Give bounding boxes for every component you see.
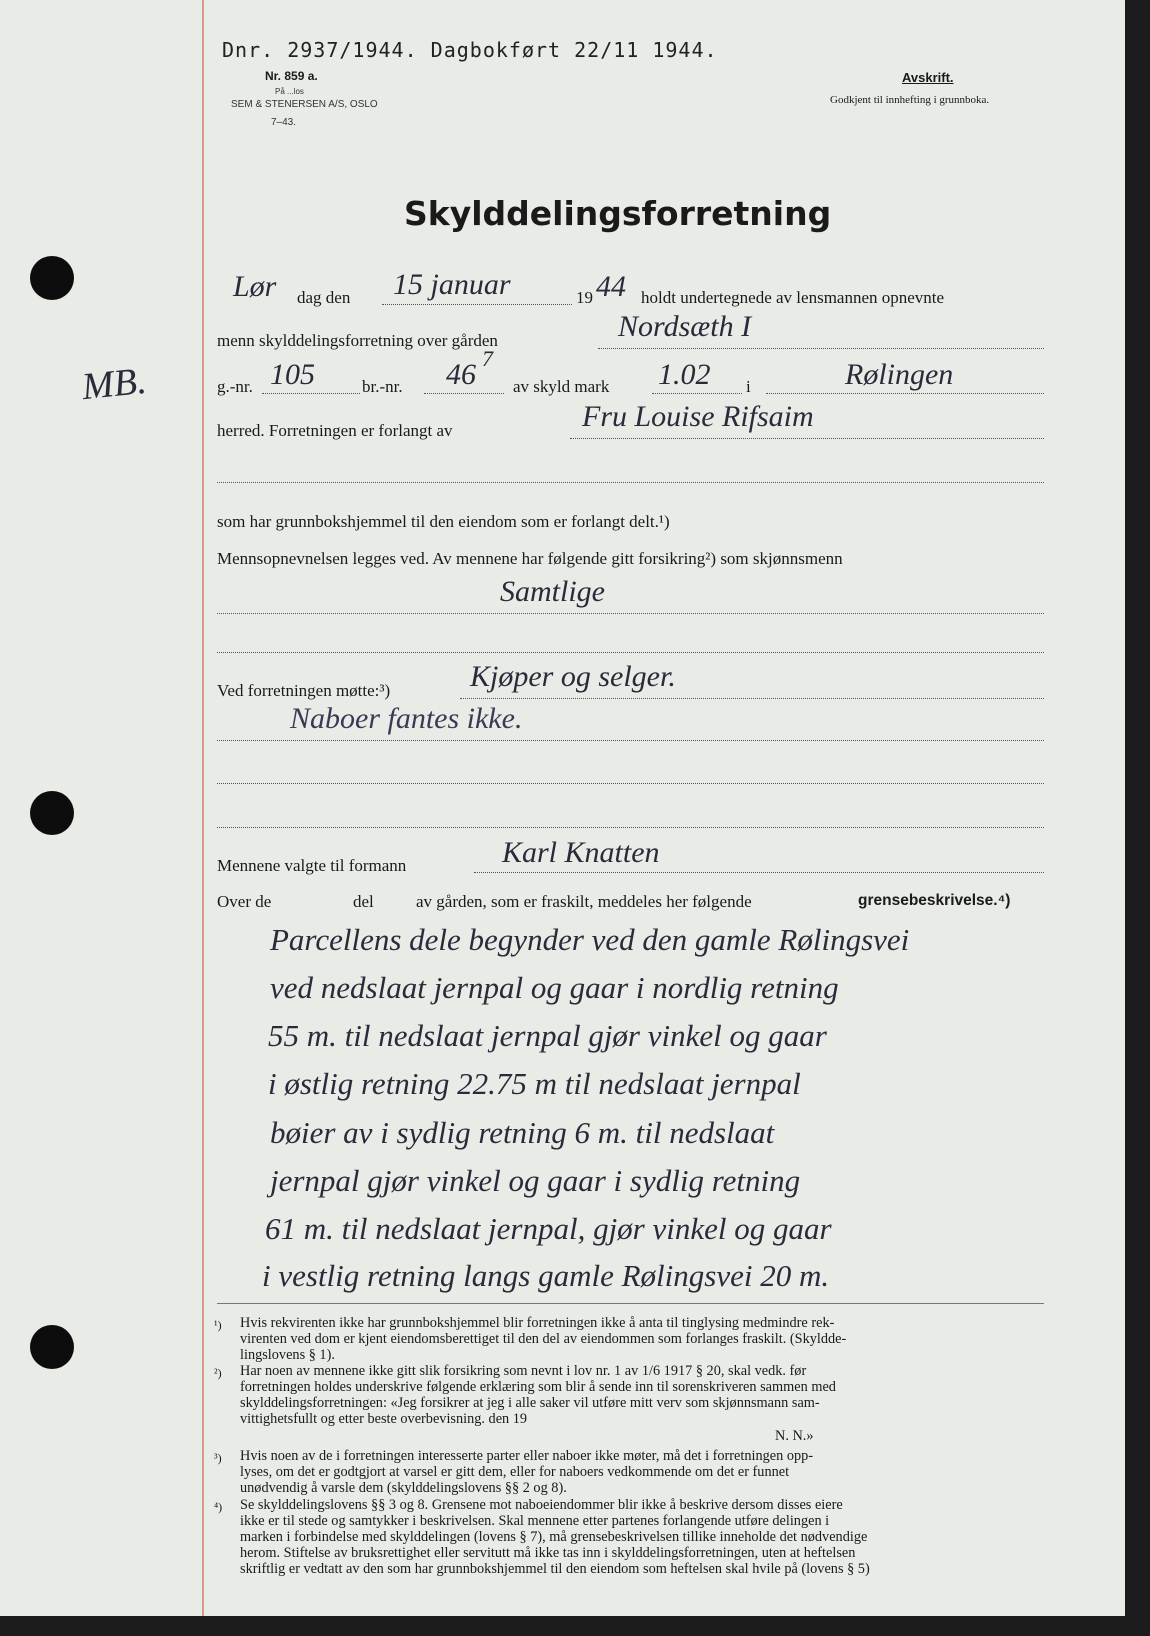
footnote-4-line-4: herom. Stiftelse av bruksrettighet eller servitutt må ikke tas inn i skylddelingsforretningen, uten at heftelsen xyxy=(240,1545,856,1561)
attendees-dotted-line-4 xyxy=(217,827,1044,828)
description-line-5: bøier av i sydlig retning 6 m. til nedslaat xyxy=(270,1115,775,1150)
footnote-2-number: ²) xyxy=(214,1366,222,1380)
grensebeskrivelse-label: grensebeskrivelse.⁴) xyxy=(858,892,1011,909)
punch-hole-middle xyxy=(30,791,74,835)
date-dotted-line xyxy=(382,304,572,305)
requester-dotted-line xyxy=(570,438,1044,439)
blank-dotted-line-1 xyxy=(217,482,1044,483)
skyld-dotted-line xyxy=(652,393,742,394)
footnote-4-number: ⁴) xyxy=(214,1500,223,1514)
margin-rule xyxy=(202,0,204,1616)
over-de-label: Over de xyxy=(217,892,272,911)
footnote-3-line-1: Hvis noen av de i forretningen interesserte parter eller naboer ikke møter, må det i forretningen opp- xyxy=(240,1448,814,1464)
holdt-text: holdt undertegnede av lensmannen opnevnte xyxy=(641,288,945,307)
menn-text: menn skylddelingsforretning over gården xyxy=(217,331,498,350)
footnote-2-line-2: forretningen holdes underskrive følgende erklæring som blir å sende inn til sorenskriveren sammen med xyxy=(240,1379,836,1395)
grunnbok-text: som har grunnbokshjemmel til den eiendom som er forlangt delt.¹) xyxy=(217,512,670,531)
formann-handwritten: Karl Knatten xyxy=(502,836,660,869)
footnote-4-line-5: skriftlig er vedtatt av den som har grunnbokshjemmel til den eiendom som heftelsen skal hvile på (lovens § 5) xyxy=(240,1561,870,1577)
registration-line: Dnr. 2937/1944. Dagbokført 22/11 1944. xyxy=(222,38,718,62)
municipality-handwritten: Rølingen xyxy=(845,358,954,391)
footnote-3-line-3: unødvendig å varsle dem (skylddelingslovens §§ 2 og 8). xyxy=(240,1480,567,1496)
footnote-1-line-3: lingslovens § 1). xyxy=(240,1347,335,1363)
attendees-dotted-line-2 xyxy=(217,740,1044,741)
dag-den-label: dag den xyxy=(297,288,351,307)
year-prefix: 19 xyxy=(576,288,593,307)
footnote-4-line-2: ikke er til stede og samtykker i beskrivelsen. Skal mennene etter partenes forlangende utføre delingen i xyxy=(240,1513,830,1529)
farm-dotted-line xyxy=(598,348,1044,349)
description-line-4: i østlig retning 22.75 m til nedslaat jernpal xyxy=(268,1066,801,1101)
approval-note: Godkjent til innhefting i grunnboka. xyxy=(830,94,990,106)
brnr-label: br.-nr. xyxy=(362,377,403,396)
skjonn-dotted-line-1 xyxy=(217,613,1044,614)
skyld-handwritten: 1.02 xyxy=(658,358,711,391)
print-date: 7–43. xyxy=(271,117,297,128)
document-title: Skylddelingsforretning xyxy=(404,194,832,233)
requester-handwritten: Fru Louise Rifsaim xyxy=(582,400,814,433)
avskrift-label: Avskrift. xyxy=(902,70,954,85)
ved-forretningen-label: Ved forretningen møtte:³) xyxy=(217,681,391,700)
footnote-4-line-3: marken i forbindelse med skylddelingen (lovens § 7), må grensebeskrivelsen tillike inneholde det nødvendige xyxy=(240,1529,868,1545)
publisher-line-1: På ...los xyxy=(275,87,304,96)
i-label: i xyxy=(746,377,751,396)
weekday-handwritten: Lør xyxy=(233,270,277,303)
date-handwritten: 15 januar xyxy=(393,268,511,301)
description-line-8: i vestlig retning langs gamle Rølingsvei 20 m. xyxy=(262,1258,830,1293)
footnote-2-line-1: Har noen av mennene ikke gitt slik forsikring som nevnt i lov nr. 1 av 1/6 1917 § 20, skal vedk. før xyxy=(240,1363,807,1379)
herred-text: herred. Forretningen er forlangt av xyxy=(217,421,453,440)
description-line-1: Parcellens dele begynder ved den gamle Rølingsvei xyxy=(270,922,910,957)
footnote-1-number: ¹) xyxy=(214,1318,222,1332)
del-label: del xyxy=(353,892,374,911)
description-line-3: 55 m. til nedslaat jernpal gjør vinkel og gaar xyxy=(268,1018,827,1053)
brnr-superscript: 7 xyxy=(482,346,493,371)
attendees-dotted-line-3 xyxy=(217,783,1044,784)
attendees-dotted-line-1 xyxy=(460,698,1044,699)
description-line-6: jernpal gjør vinkel og gaar i sydlig retning xyxy=(270,1163,801,1198)
footnote-separator xyxy=(217,1303,1044,1304)
attendees-handwritten-1: Kjøper og selger. xyxy=(470,660,676,693)
gnr-label: g.-nr. xyxy=(217,377,253,396)
year-handwritten: 44 xyxy=(596,270,626,303)
footnote-4-line-1: Se skylddelingslovens §§ 3 og 8. Grensene mot naboeiendommer blir ikke å beskrive dersom disses eiere xyxy=(240,1497,843,1513)
publisher-line-2: SEM & STENERSEN A/S, OSLO xyxy=(231,99,378,110)
gnr-dotted-line xyxy=(262,393,360,394)
brnr-handwritten: 46 xyxy=(446,358,476,391)
attendees-handwritten-2: Naboer fantes ikke. xyxy=(290,702,523,735)
footnote-2-line-3: skylddelingsforretningen: «Jeg forsikrer at jeg i alle saker vil utføre mitt verv som skjønnsmann sam- xyxy=(240,1395,820,1411)
punch-hole-bottom xyxy=(30,1325,74,1369)
formann-label: Mennene valgte til formann xyxy=(217,856,407,875)
farm-name-handwritten: Nordsæth I xyxy=(618,310,752,343)
municipality-dotted-line xyxy=(766,393,1044,394)
mennsop-text: Mennsopnevnelsen legges ved. Av mennene har følgende gitt forsikring²) som skjønnsmenn xyxy=(217,549,843,568)
formann-dotted-line xyxy=(474,872,1044,873)
description-line-7: 61 m. til nedslaat jernpal, gjør vinkel og gaar xyxy=(265,1211,832,1246)
skyld-label: av skyld mark xyxy=(513,377,610,396)
footnote-3-number: ³) xyxy=(214,1451,222,1465)
description-line-2: ved nedslaat jernpal og gaar i nordlig retning xyxy=(270,970,839,1005)
margin-initials: MB. xyxy=(79,359,149,409)
footnote-3-line-2: lyses, om det er godtgjort at varsel er gitt dem, eller for naboers vedkommende om det er funnet xyxy=(240,1464,790,1480)
footnote-2-line-4: vittighetsfullt og etter beste overbevisning. den 19 xyxy=(240,1411,528,1427)
brnr-dotted-line xyxy=(424,393,504,394)
av-garden-text: av gården, som er fraskilt, meddeles her følgende xyxy=(416,892,752,911)
form-number: Nr. 859 a. xyxy=(265,69,318,83)
footnote-1-line-2: virenten ved dom er kjent eiendomsberettiget til den del av eiendommen som forlanges fraskilt. (Skyldde- xyxy=(240,1331,847,1347)
punch-hole-top xyxy=(30,256,74,300)
skjonn-dotted-line-2 xyxy=(217,652,1044,653)
footnote-2-nn: N. N.» xyxy=(775,1428,814,1444)
footnote-1-line-1: Hvis rekvirenten ikke har grunnbokshjemmel blir forretningen ikke å anta til tinglysing medmindre rek- xyxy=(240,1315,835,1331)
gnr-handwritten: 105 xyxy=(270,358,315,391)
samtlige-handwritten: Samtlige xyxy=(500,575,605,608)
